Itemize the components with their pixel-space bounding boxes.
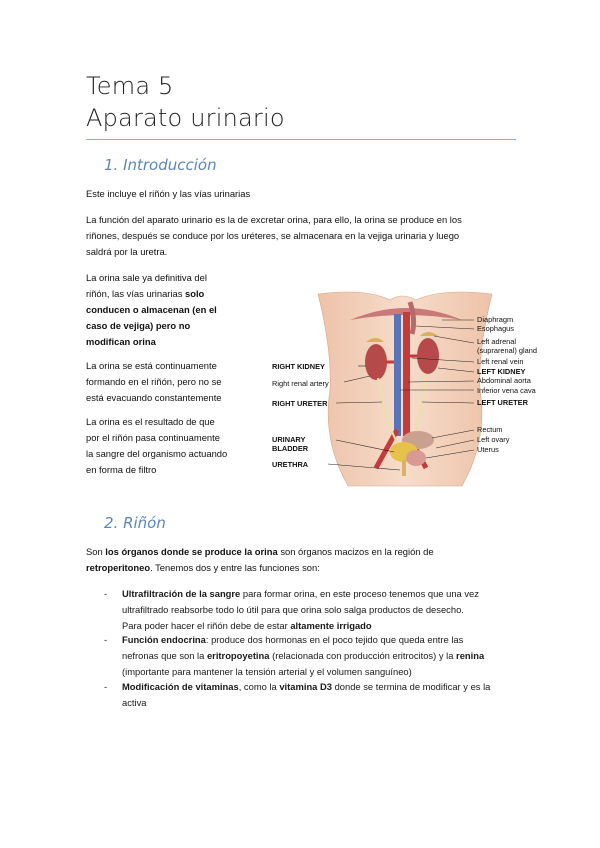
intro-paragraph-2 bbox=[86, 212, 526, 260]
label-left-kidney: LEFT KIDNEY bbox=[477, 367, 526, 376]
inferior-vena-cava bbox=[394, 314, 401, 436]
intro-paragraph-5 bbox=[86, 414, 266, 478]
text-line: Función endocrina: produce dos hormonas en el poco tejido que queda entre las bbox=[122, 634, 464, 645]
text-line: Son los órganos donde se produce la orina son órganos macizos en la región de bbox=[86, 546, 434, 557]
text-line: La orina es el resultado de que bbox=[86, 416, 215, 427]
text-line: (importante para mantener la tensión arterial y el volumen sanguíneo) bbox=[122, 666, 412, 677]
text-line: Ultrafiltración de la sangre para formar orina, en este proceso tenemos que una vez bbox=[122, 588, 479, 599]
intro-paragraph-3 bbox=[86, 270, 266, 350]
urethra-shape bbox=[402, 460, 406, 476]
text-line: en forma de filtro bbox=[86, 464, 157, 475]
text-line: riñones, después se conduce por los uréteres, se almacenara en la vejiga urinaria y luego bbox=[86, 230, 460, 241]
label-bladder: BLADDER bbox=[272, 444, 309, 453]
intro-paragraph-4 bbox=[86, 358, 266, 406]
list-bullet: - bbox=[104, 681, 108, 692]
section-heading-rinon: 2. Riñón bbox=[104, 514, 166, 532]
text-line: retroperitoneo. Tenemos dos y entre las funciones son: bbox=[86, 562, 320, 573]
label-abdominal-aorta: Abdominal aorta bbox=[477, 376, 531, 385]
text-line: Para poder hacer el riñón debe de estar altamente irrigado bbox=[122, 620, 372, 631]
list-bullet: - bbox=[104, 634, 108, 645]
label-uterus: Uterus bbox=[477, 445, 499, 454]
section-heading-introduccion: 1. Introducción bbox=[104, 156, 217, 174]
label-left-renal-vein: Left renal vein bbox=[477, 357, 524, 366]
text-line: la sangre del organismo actuando bbox=[86, 448, 228, 459]
text-line: La orina se está continuamente bbox=[86, 360, 217, 371]
right-kidney-shape bbox=[365, 344, 387, 380]
label-right-renal-artery: Right renal artery bbox=[272, 379, 329, 388]
label-urinary: URINARY bbox=[272, 435, 306, 444]
text-line: por el riñón pasa continuamente bbox=[86, 432, 220, 443]
text-line: conducen o almacenan (en el bbox=[86, 304, 217, 315]
intro-paragraph-1: Este incluye el riñón y las vías urinarias bbox=[86, 188, 251, 199]
text-line: nefronas que son la eritropoyetina (relacionada con producción eritrocitos) y la renina bbox=[122, 650, 485, 661]
left-kidney-shape bbox=[417, 338, 439, 374]
text-line: La función del aparato urinario es la de excretar orina, para ello, la orina se produce en los bbox=[86, 214, 462, 225]
label-left-ovary: Left ovary bbox=[477, 435, 510, 444]
page-title-topic: Tema 5 bbox=[86, 72, 174, 100]
text-line: riñón, las vías urinarias solo bbox=[86, 288, 205, 299]
text-line: caso de vejiga) pero no bbox=[86, 320, 191, 331]
text-line: modifican orina bbox=[86, 336, 156, 347]
rinon-intro-paragraph bbox=[86, 544, 526, 576]
label-urethra: URETHRA bbox=[272, 460, 309, 469]
label-right-ureter: RIGHT URETER bbox=[272, 399, 328, 408]
abdominal-aorta bbox=[403, 312, 410, 436]
text-line: Modificación de vitaminas, como la vitamina D3 donde se termina de modificar y es la bbox=[122, 681, 491, 692]
text-line: está evacuando constantemente bbox=[86, 392, 222, 403]
text-line: saldrá por la uretra. bbox=[86, 246, 168, 257]
text-line: formando en el riñón, pero no se bbox=[86, 376, 222, 387]
text-line: La orina sale ya definitiva del bbox=[86, 272, 207, 283]
text-line: activa bbox=[122, 697, 147, 708]
label-left-ureter: LEFT URETER bbox=[477, 398, 528, 407]
label-esophagus: Esophagus bbox=[477, 324, 514, 333]
label-suprarenal-gland: (suprarenal) gland bbox=[477, 346, 537, 355]
label-rectum: Rectum bbox=[477, 425, 503, 434]
list-bullet: - bbox=[104, 588, 108, 599]
uterus-shape bbox=[406, 450, 426, 466]
text-line: ultrafiltrado reabsorbe todo lo útil para que orina solo salga productos de desecho. bbox=[122, 604, 464, 615]
title-rule bbox=[86, 139, 516, 140]
label-diaphragm: Diaphragm bbox=[477, 315, 514, 324]
label-inferior-vena-cava: Inferior vena cava bbox=[477, 386, 536, 395]
label-right-kidney: RIGHT KIDNEY bbox=[272, 362, 325, 371]
page-title: Aparato urinario bbox=[86, 104, 285, 132]
label-left-adrenal: Left adrenal bbox=[477, 337, 517, 346]
urinary-system-figure bbox=[266, 290, 556, 490]
